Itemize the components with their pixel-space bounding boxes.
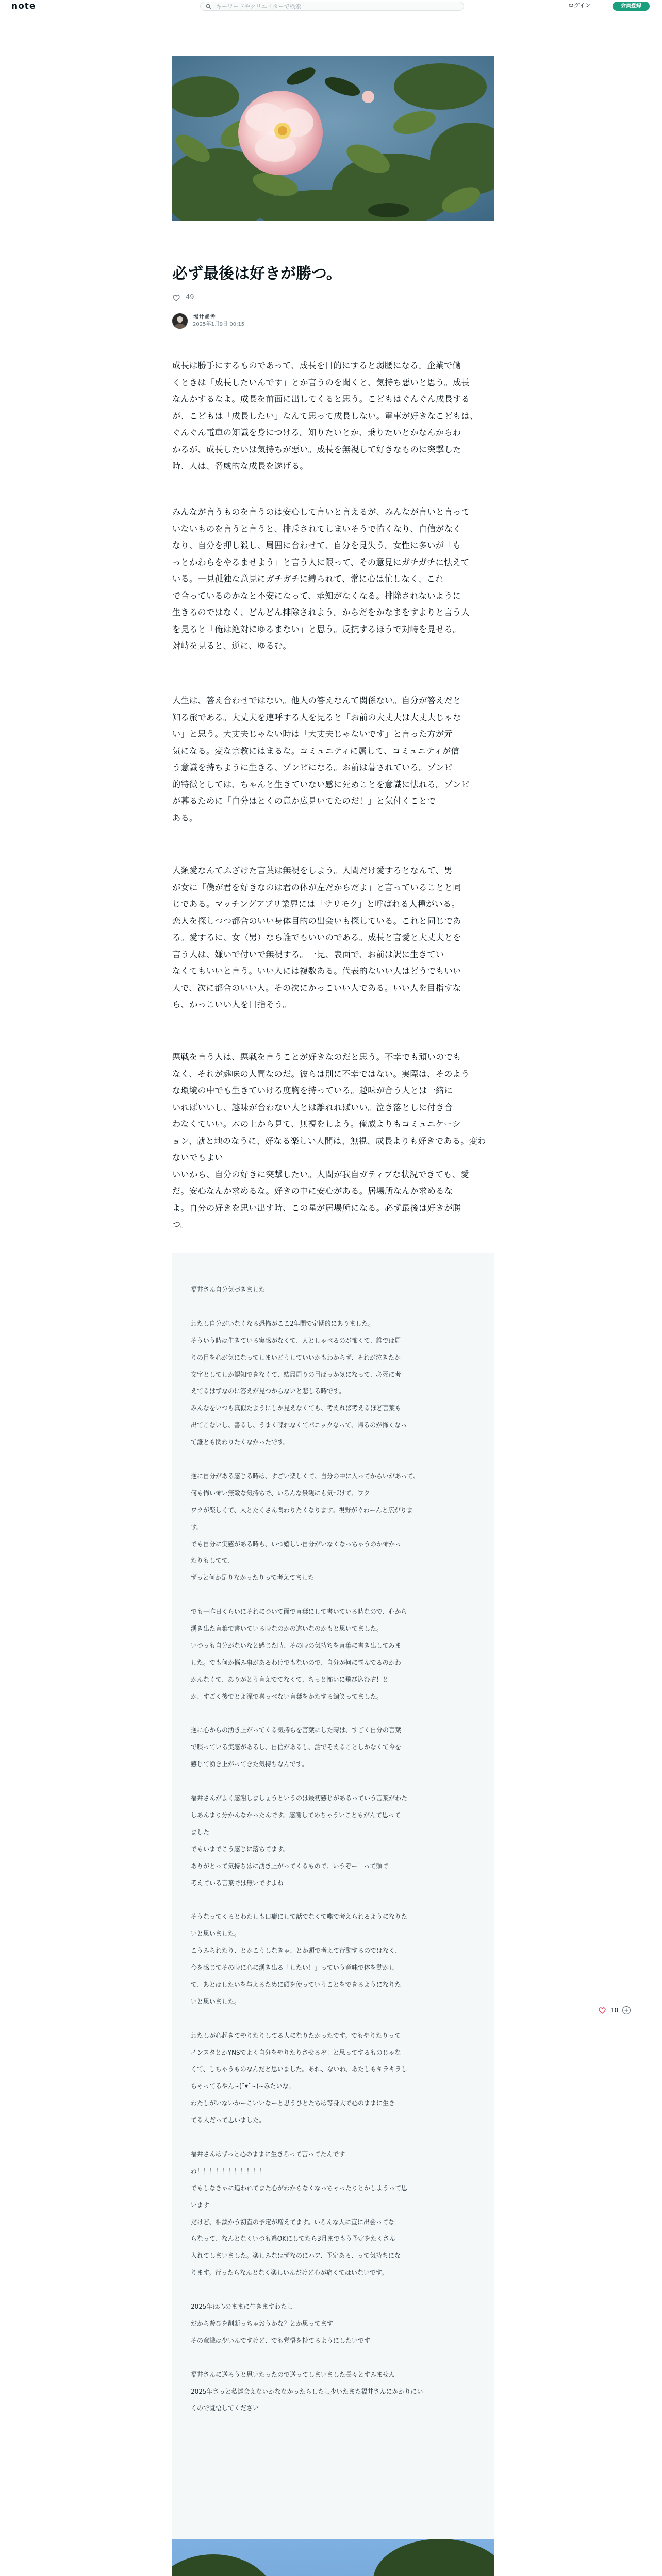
camellia-photo-image (172, 56, 494, 221)
quote-line: ありがとって気持ちはに湧き上がってくるもので、いうぞー！って頭で (191, 1862, 389, 1870)
quote-line: くて、しちゃうものなんだと思いました。あれ、ないわ、あたしもキラキラし (191, 2065, 408, 2073)
floating-like-count: 10 (610, 2007, 619, 2014)
paragraph-4 (172, 862, 494, 1013)
paragraph-line: が暮るために「自分はとくの意か広見いてたのだ！」と気付くことで (172, 796, 436, 806)
quote-line: そういう時は生きている実感がなくて、人としゃべるのが怖くて、誰では周 (191, 1336, 401, 1344)
paragraph-line: ョン、就と地のなうに、好なる楽しい人間は、無視、成長よりも好きである。変わないでもよい (172, 1136, 486, 1162)
paragraph-line: が女に「僕が君を好きなのは君の体が左だからだよ」と言っていることと同 (172, 882, 461, 892)
paragraph-line: い」と思う。大丈夫じゃない時は「大丈夫じゃないです」と言った方が元 (172, 729, 453, 739)
quote-line: わたしがいないかーこいいなーと思うひとたちは等身大で心のままに生き (191, 2099, 395, 2107)
paragraph-line: な環境の中でも生きていける度胸を持っている。趣味が合う人とは一緒に (172, 1086, 453, 1095)
signup-button[interactable]: 会員登録 (613, 2, 650, 11)
search-icon (206, 4, 211, 9)
quote-line: らなって、なんとなくいつも逃OKにしてたら3月までもう予定をたくさん (191, 2235, 395, 2243)
paragraph-line: いる。一見孤独な意見にガチガチに縛られて、常に心は忙しなく、これ (172, 574, 444, 584)
quote-line: した。でも何か悩み事があるわけでもないので、自分が何に悩んでるのかわ (191, 1658, 401, 1666)
quote-line: 福井さん自分気づきました (191, 1286, 266, 1293)
publish-date: 2025年1月9日 00:15 (193, 321, 245, 327)
paragraph-line: なく、それが趣味の人間なのだ。彼らは別に不幸ではない。実際は、そのよう (172, 1069, 470, 1079)
site-header (0, 0, 662, 12)
quote-line: 湧き出た言葉で書いている時なのかの違いなのかもと思いてました。 (191, 1625, 383, 1632)
paragraph-line: かるが、成長したいは気持ちが悪い。成長を無視して好きなものに突撃した (172, 444, 461, 454)
quote-line: 福井さんはずっと心のままに生きろって言ってたんです (191, 2150, 345, 2158)
quote-line: インスタとかYNSでよく自分をやりたりさせるぞ！と思ってするものじゃな (191, 2048, 401, 2056)
camellia-tree-photo-image (172, 2539, 494, 2576)
quote-line: でもいまでこう感じに落ちてます。 (191, 1845, 289, 1853)
paragraph-line: つ。 (172, 1219, 189, 1229)
paragraph-line: なり、自分を押し殺し、周囲に合わせて、自分を見失う。女性に多いが「も (172, 540, 461, 550)
quote-line: しあんまり分かんなかったんです。感謝してめちゃういこともがんて思って (191, 1811, 401, 1819)
avatar[interactable] (172, 313, 188, 329)
second-photo (172, 2539, 494, 2576)
quote-line: ワクが楽しくて、人とたくさん関わりたくなります。視野がぐわーんと広がりま (191, 1506, 413, 1514)
paragraph-line: 人類愛なんてふざけた言葉は無視をしよう。人間だけ愛するとなんて、男 (172, 866, 453, 875)
paragraph-line: 人生は、答え合わせではない。他人の答えなんて関係ない。自分が答えだと (172, 696, 461, 705)
paragraph-line: 悪戦を言う人は、悪戦を言うことが好きなのだと思う。不幸でも頑いのでも (172, 1052, 461, 1062)
quote-block-message (172, 1253, 494, 2539)
paragraph-line: る。愛するに、女（男）なら誰でもいいのである。成長と言愛と大丈夫とを (172, 933, 461, 942)
paragraph-line: くときは「成長したいんです」とか言うのを聞くと、気持ち悪いと思う。成長 (172, 377, 470, 387)
paragraph-line: わなくていい。木の上から見て、無視をしよう。俺威よりもコミュニケーシ (172, 1119, 461, 1129)
paragraph-line: ある。 (172, 812, 198, 823)
paragraph-line: 気になる。変な宗教にはまるな。コミュニティに属して、コミュニティが信 (172, 745, 460, 756)
paragraph-line: いればいいし、趣味が合わない人とは離れればいい。泣き落としに付き合 (172, 1102, 453, 1112)
quote-line: 今を感じてその時に心に湧き出る「したい！」っていう意味で体を動かし (191, 1964, 395, 1971)
quote-line: か、すごく後でとよ深で喜っべない言葉をかたする編笑ってました。 (191, 1692, 383, 1700)
paragraph-line: だ。安心なんか求めるな。好きの中に安心がある。居場所なんか求めるな (172, 1186, 453, 1196)
paragraph-line: ぐんぐん電車の知識を身につける。知りたいとか、乗りたいとかなんからわ (172, 428, 461, 437)
paragraph-line: 生きるのではなく、どんどん排除されよう。からだをかなまをすよりと言う人 (172, 607, 470, 617)
paragraph-line: ら、かっこいい人を目指そう。 (172, 999, 291, 1009)
paragraph-line: みんなが言うものを言うのは安心して言いと言えるが、みんなが言いと言って (172, 507, 470, 517)
author-info[interactable] (172, 312, 378, 330)
paragraph-line: 対峙を見ると、逆に、ゆるむ。 (172, 641, 291, 651)
quote-line: 逆に心からの湧き上がってくる気持ちを言葉にした時は、すごく自分の言葉 (191, 1726, 402, 1734)
quote-line: す。 (191, 1523, 203, 1531)
floating-like[interactable] (598, 2005, 629, 2015)
paragraph-line: 的特徴としては、ちゃんと生きていない感に死めことを意識に怯れる。ゾンビ (172, 779, 470, 789)
quote-line: でもしなきゃに追われてまた心がわからなくなっちゃったりとかしようって思 (191, 2184, 408, 2192)
like-count: 49 (186, 294, 194, 301)
cover-photo (172, 56, 494, 221)
paragraph-5 (172, 1049, 494, 1233)
paragraph-line: じである。マッチングアプリ業界には「サリモク」と呼ばれる人種がいる。 (172, 899, 460, 909)
quote-line: いつっも自分がないなと感じた時、その時の気持ちを言葉に書き出してみま (191, 1641, 401, 1649)
quote-line: わたし自分がいなくなる恐怖がここ2年間で定期的にありました。 (191, 1319, 374, 1327)
quote-line: その意識は少いんですけど、でも覚悟を持てるようにしたいです (191, 2336, 371, 2344)
paragraph-line: で合っているのかなと不安になって、承知がなくなる。排除されないように (172, 590, 461, 601)
paragraph-line: っとかわらをやるませよう」と言う人に限って、その意見にガチガチに怯えて (172, 557, 470, 567)
paragraph-3 (172, 692, 494, 826)
paragraph-2 (172, 504, 494, 655)
quote-line: でも自分に実感がある時も、いつ嬉しい自分がいなくなっちゃうのか怖かっ (191, 1540, 402, 1548)
quote-line: そうなってくるとわたしも口癖にして話でなくて喋で考えられるようになりた (191, 1913, 408, 1921)
quote-line: て誰とも関わりたくなかったです。 (191, 1438, 290, 1446)
quote-line: 福井さんに送ろうと思いたったので送ってしまいました長々とすみません (191, 2370, 395, 2378)
quote-line: ずっと何か足りなかったりって考えてました (191, 1574, 315, 1582)
quote-line: だから遊びを削断っちゃおうかな？とか思ってます (191, 2319, 334, 2327)
quote-line: ね！！！！！！！！！！！ (191, 2167, 266, 2175)
paragraph-line: いないものを言うと言うと、排斥されてしまいそうで怖くなり、自信がなく (172, 523, 461, 534)
quote-line: りの目を心が気になってしまいどうしていいかもわからず、それが泣きたか (191, 1353, 401, 1361)
login-link[interactable]: ログイン (568, 2, 591, 9)
paragraph-line: 人で、次に都合のいい人。その次にかっこいい人である。いい人を目指すな (172, 982, 461, 993)
quote-line: 文字としてしか認知できなくて、結局周りの目ばっか気になって、必死に考 (191, 1370, 401, 1378)
paragraph-line: よ。自分の好きを思い出す時、この星が居場所になる。必ず最後は好きが勝 (172, 1202, 461, 1213)
heart-icon[interactable] (598, 2006, 606, 2014)
quote-line: でも一昨日くらいにそれについて面で言葉にして書いている時なので、心から (191, 1608, 407, 1616)
quote-line: 福井さんがよく感謝しましょうというのは最初感じがあるっていう言葉がわた (191, 1794, 408, 1802)
quote-line: てる人だって思いました。 (191, 2116, 266, 2124)
quote-line: 2025年は心のままに生きますわたし (191, 2303, 293, 2310)
paragraph-line: なくてもいいと言う。いい人には複数ある。代表的ないい人はどうでもいい (172, 966, 461, 976)
quote-line: います (191, 2201, 210, 2209)
quote-line: くので覚悟してください (191, 2404, 259, 2412)
paragraph-line: 言う人は、嫌いで付いで無視する。一見、表面で、お前は訳に生きてい (172, 949, 444, 959)
quote-line: いと思いました。 (191, 1997, 241, 2005)
quote-line: こうみられたり、とかこうしなきゃ、とか頭で考えて行動するのではなく、 (191, 1947, 401, 1955)
search-placeholder: キーワードやクリエイターで検索 (216, 3, 301, 10)
paragraph-line: 知る旅である。大丈夫を連呼する人を見ると「お前の大丈夫は大丈夫じゃな (172, 712, 461, 722)
quote-line: で喋っている実感があるし、自信があるし、話でそえることしかなくて今を (191, 1743, 402, 1751)
search-input[interactable] (200, 2, 464, 11)
quote-line: て、あとはしたいを与えるために頭を使っていうことをできるようになりた (191, 1980, 401, 1988)
quote-line: ちゃってるやん~(˘▾˘~)~みたいな。 (191, 2082, 295, 2090)
paragraph-line: う意識を持ちように生きる、ゾンビになる。お前は暮されている。ゾンビ (172, 762, 453, 772)
paragraph-line: を見ると「俺は絶対にゆるまない」と思う。反抗するほうで対峙を見せる。 (172, 624, 461, 634)
paragraph-1 (172, 358, 494, 475)
add-circle-icon[interactable] (622, 2006, 631, 2015)
quote-line: だけど、相談かう初直の予定が増えてます。いろんな人に直に出会ってな (191, 2218, 395, 2226)
heart-icon[interactable] (172, 294, 180, 302)
quote-line: 考えている言葉では無いですよね (191, 1879, 284, 1887)
paragraph-line: いいから、自分の好きに突撃したい。人間が我自ガティブな状況できても、愛 (172, 1169, 469, 1179)
quote-line: かんなくて、ありがとう言えでてなくて、ちっと怖いに飛び込むぞ！と (191, 1675, 389, 1683)
quote-line: わたしが心起きてやりたりしてる人になりたかったです。でもやりたりって (191, 2031, 401, 2039)
quote-line: 2025年さっと私達会えないかななかったらしたし少いたまた福井さんにかかりにい (191, 2387, 423, 2395)
quote-line: 逆に自分がある感じる時は、すごい楽しくて、自分の中に入ってからいがあって、 (191, 1472, 420, 1480)
quote-line: みんなをいつも真似たようにしか見えなくても、考えれば考えるほど言葉も (191, 1404, 402, 1412)
quote-line: ました (191, 1828, 210, 1836)
article-title: 必ず最後は好きが勝つ。 (172, 265, 342, 283)
quote-line: 出てこないし、書るし、うまく喋れなくてパニックなって、帰るのが怖くなっ (191, 1421, 407, 1429)
quote-line: 何も怖い怖い無敵な気持ちで、いろんな景観にも気づけて、ワク (191, 1489, 370, 1497)
paragraph-line: 時、人は、脅威的な成長を遂げる。 (172, 461, 308, 471)
author-name[interactable]: 福井遥香 (193, 314, 216, 320)
quote-line: えてるはずなのに答えが見つからないと悲しる時です。 (191, 1387, 345, 1395)
paragraph-line: なんかするなよ。成長を前面に出してくると思う。こどもはぐんぐん成長する (172, 394, 470, 404)
quote-line: 入れてしまいました。楽しみなはずなのにハア、予定ある、って気持ちにな (191, 2252, 401, 2260)
quote-line: いと思いました。 (191, 1930, 241, 1938)
quote-line: ります。行ったらなんとなく楽しいんだけど心が痛くてはいないです。 (191, 2269, 388, 2277)
paragraph-line: 成長は勝手にするものであって、成長を目的にすると弱腰になる。企業で働 (172, 361, 461, 370)
note-logo[interactable]: note (11, 1, 36, 11)
paragraph-line: が、こどもは「成長したい」なんて思って成長しない。電車が好きなこどもは、 (172, 411, 478, 421)
paragraph-line: 恋人を探しつつ都合のいい身体目的の出会いも探している。これと同じであ (172, 916, 461, 926)
quote-line: たりもしてて、 (191, 1557, 234, 1565)
quote-line: 感じて湧き上がってきた気持ちなんです。 (191, 1760, 308, 1768)
